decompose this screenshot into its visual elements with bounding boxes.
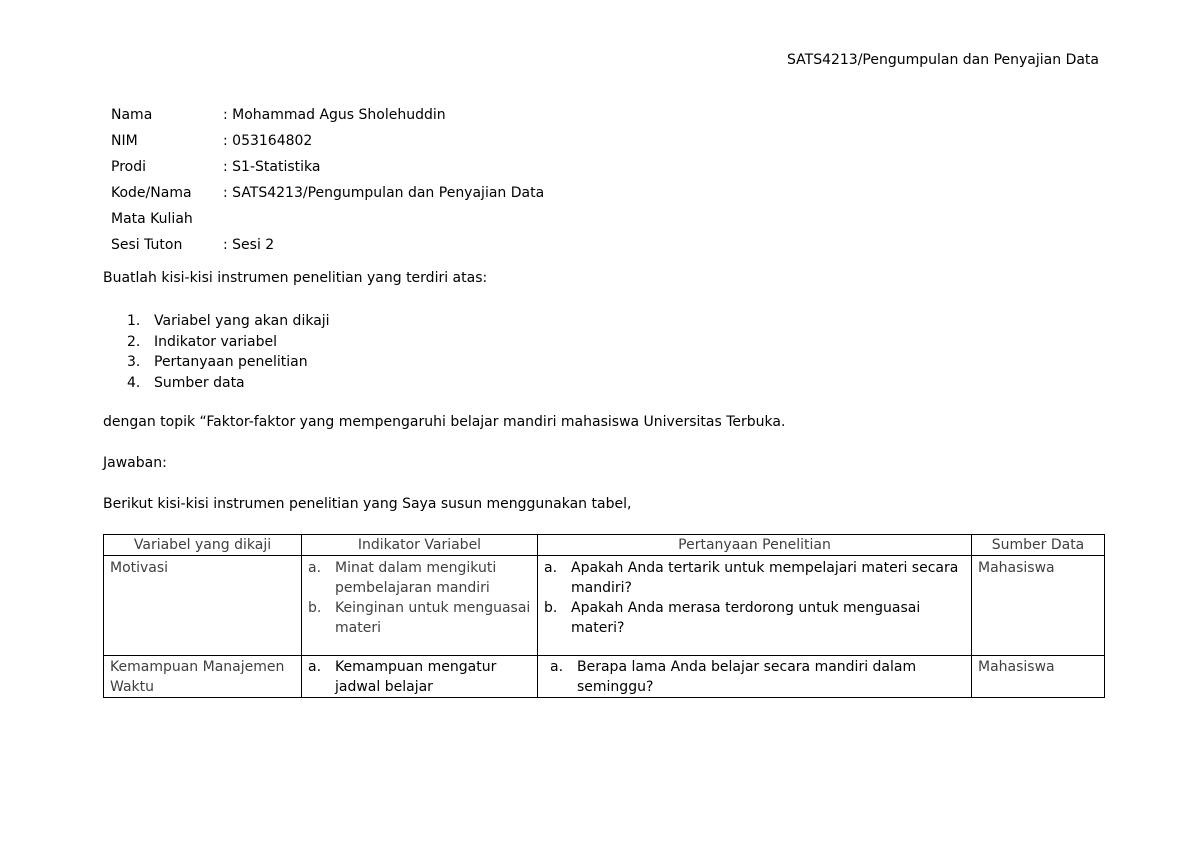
list-number: 4. [127,374,141,391]
info-row-nama [111,104,544,130]
info-value: : S1-Statistika [223,159,321,175]
question-cell [538,656,972,698]
table-row [104,556,1105,656]
table-row [104,656,1105,698]
indicator-text: Keinginan untuk menguasai materi [335,600,531,636]
list-marker: a. [308,560,322,576]
list-marker: a. [550,659,564,675]
answer-label: Jawaban: [103,455,167,471]
indicator-cell [302,556,538,656]
column-header: Variabel yang dikaji [104,535,302,556]
indicator-text: Kemampuan mengatur jadwal belajar [335,659,497,695]
list-item [308,657,531,697]
list-item-text: Pertanyaan penelitian [154,354,308,370]
question-text: Berapa lama Anda belajar secara mandiri dalam seminggu? [577,659,917,695]
list-item [103,311,330,332]
topic-text: dengan topik “Faktor-faktor yang mempengaruhi belajar mandiri mahasiswa Universitas Terbuka. [103,414,786,430]
info-label: Prodi [111,159,146,175]
list-number: 3. [127,354,141,370]
page-header-course: SATS4213/Pengumpulan dan Penyajian Data [787,52,1099,68]
source-cell: Mahasiswa [972,656,1105,698]
list-item [103,332,330,353]
info-value: : Sesi 2 [223,237,275,253]
question-text: Apakah Anda merasa terdorong untuk menguasai materi? [571,600,921,636]
list-item [544,558,965,598]
list-marker: b. [544,600,558,616]
requirements-list [103,311,330,393]
info-label: Kode/Nama [111,185,192,201]
list-item [103,373,330,394]
list-item [308,598,531,638]
column-header: Sumber Data [972,535,1105,556]
variable-cell: Kemampuan Manajemen Waktu [104,656,302,698]
indicator-list [308,657,531,697]
list-number: 1. [127,313,141,329]
question-text: Apakah Anda tertarik untuk mempelajari materi secara mandiri? [571,560,959,596]
list-marker: b. [308,600,322,616]
list-number: 2. [127,333,141,350]
list-marker: a. [544,560,558,576]
list-item-text: Variabel yang akan dikaji [154,313,330,329]
column-header: Pertanyaan Penelitian [538,535,972,556]
info-label: Sesi Tuton [111,237,183,253]
list-item-text: Sumber data [154,374,245,391]
list-item [103,352,330,373]
list-item [544,657,965,697]
info-row-prodi [111,156,544,182]
info-label: Mata Kuliah [111,211,193,227]
info-label: NIM [111,133,138,149]
info-value: : SATS4213/Pengumpulan dan Penyajian Data [223,185,545,201]
list-item [544,598,965,638]
info-row-sesi-tuton [111,234,544,260]
question-cell [538,556,972,656]
indicator-list [308,558,531,638]
instruction-text: Buatlah kisi-kisi instrumen penelitian yang terdiri atas: [103,270,488,286]
kisi-kisi-table [103,534,1105,698]
indicator-cell [302,656,538,698]
info-row-kode-nama [111,182,544,208]
info-value: : Mohammad Agus Sholehuddin [223,107,446,123]
info-label: Nama [111,107,153,123]
student-info-table [111,104,544,260]
question-list [544,657,965,697]
list-marker: a. [308,659,322,675]
list-item-text: Indikator variabel [154,333,277,350]
variable-cell: Motivasi [104,556,302,656]
info-row-mata-kuliah [111,208,544,234]
source-cell: Mahasiswa [972,556,1105,656]
answer-intro-text: Berikut kisi-kisi instrumen penelitian yang Saya susun menggunakan tabel, [103,496,632,512]
info-row-nim [111,130,544,156]
list-item [308,558,531,598]
table-header-row [104,535,1105,556]
question-list [544,558,965,638]
info-value: : 053164802 [223,133,313,149]
indicator-text: Minat dalam mengikuti pembelajaran mandiri [335,560,497,596]
info-value [223,208,544,234]
column-header: Indikator Variabel [302,535,538,556]
